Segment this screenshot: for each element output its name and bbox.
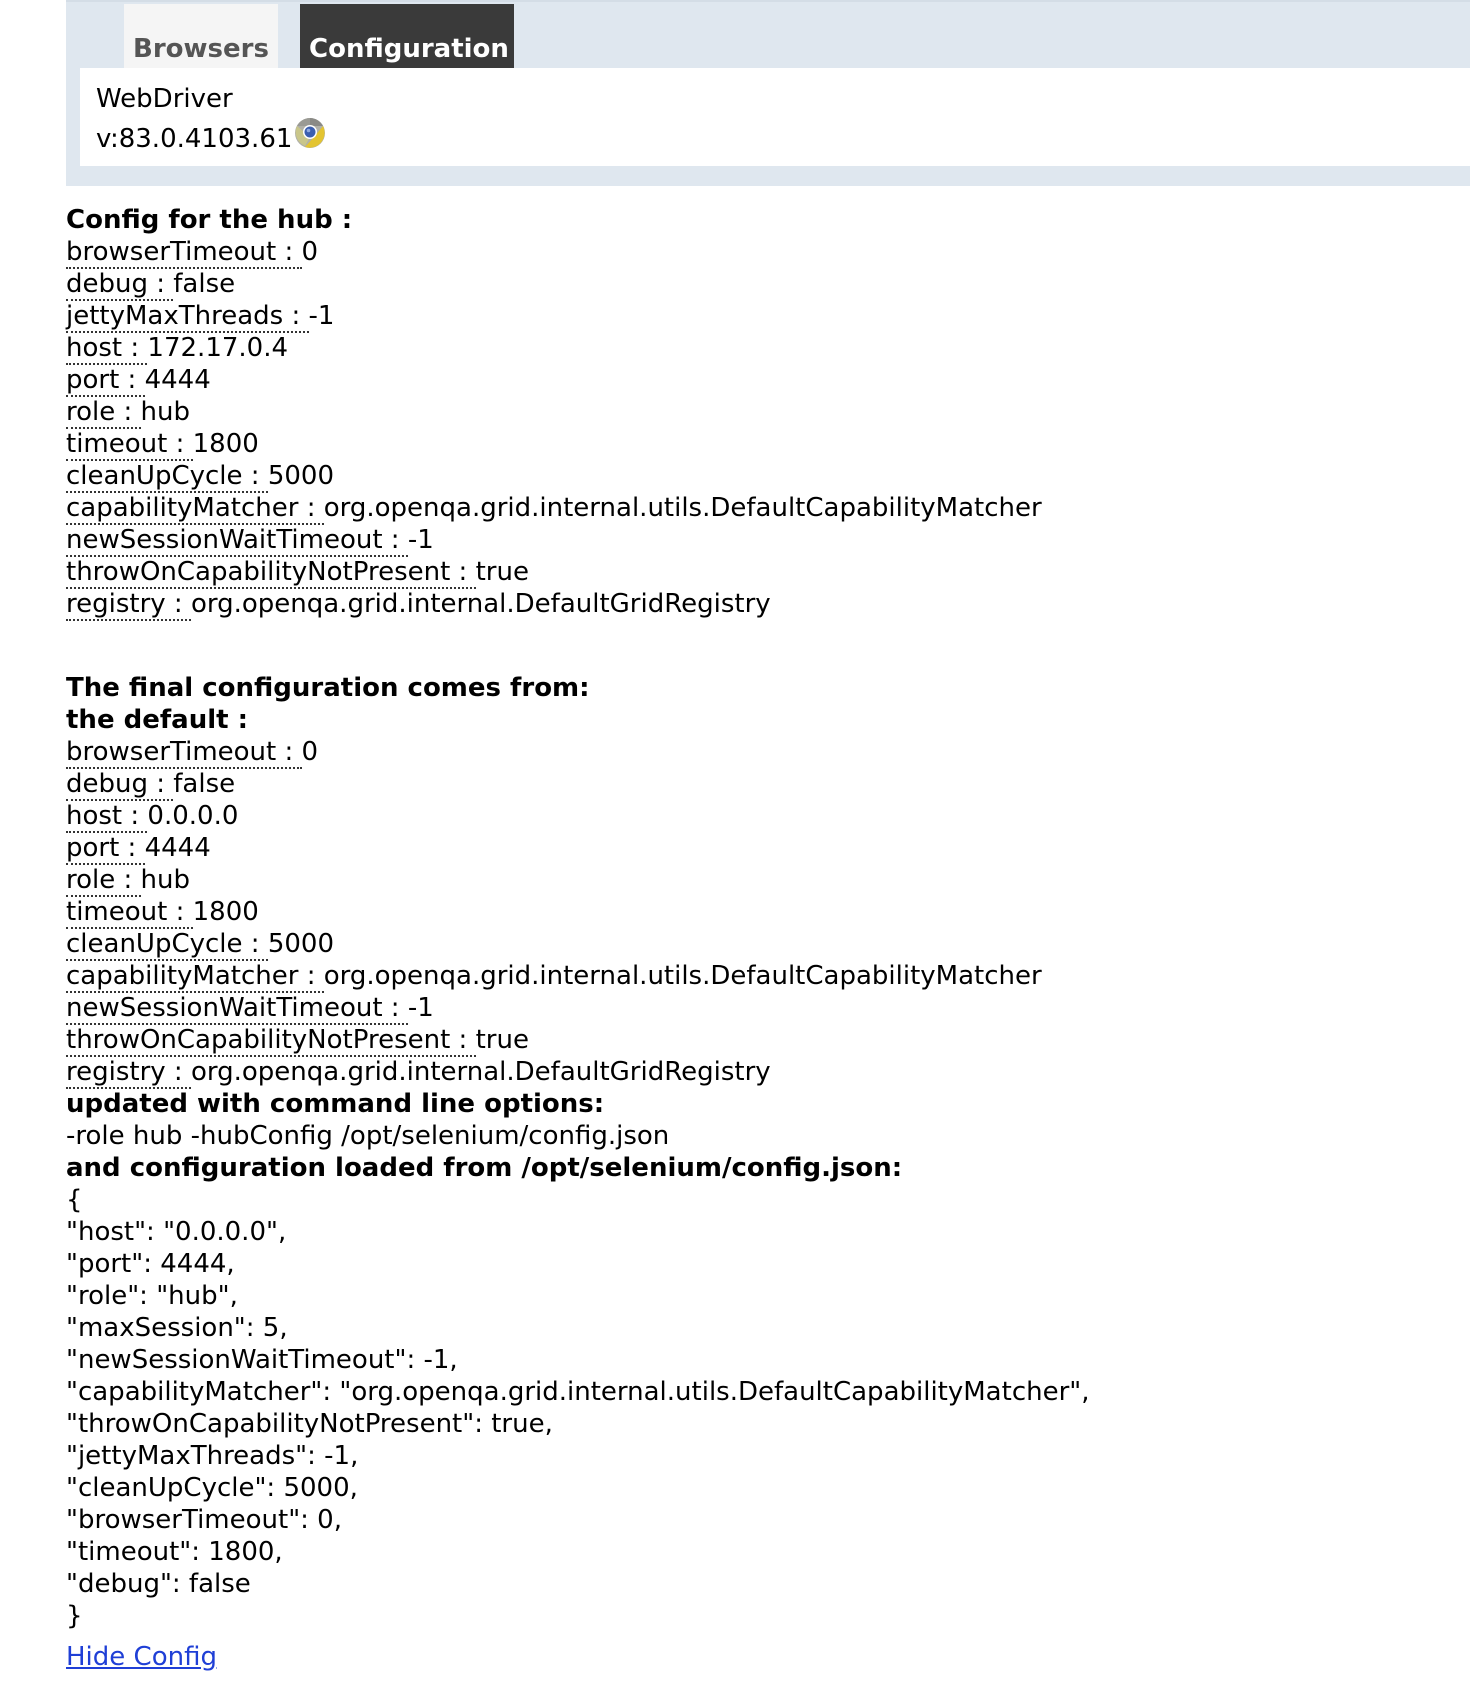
chrome-icon[interactable] — [294, 117, 326, 149]
json-line: "port": 4444, — [66, 1249, 235, 1279]
config-row — [66, 800, 1456, 832]
config-row — [66, 896, 1456, 928]
config-value: 0 — [301, 237, 319, 267]
hub-config-list — [66, 236, 1456, 620]
json-line: "throwOnCapabilityNotPresent": true, — [66, 1409, 553, 1439]
config-key[interactable]: debug : — [66, 269, 174, 299]
default-config-heading: the default : — [66, 705, 249, 735]
config-value: org.openqa.grid.internal.DefaultGridRegistry — [190, 589, 771, 619]
config-key[interactable]: throwOnCapabilityNotPresent : — [66, 1025, 476, 1055]
config-row — [66, 1056, 1456, 1088]
json-line: "timeout": 1800, — [66, 1537, 283, 1567]
config-file-heading: and configuration loaded from /opt/selenium/config.json: — [66, 1153, 903, 1183]
node-panel — [80, 68, 1470, 166]
config-key[interactable]: jettyMaxThreads : — [66, 301, 309, 331]
hub-config-heading: Config for the hub : — [66, 205, 353, 235]
cmdline-value: -role hub -hubConfig /opt/selenium/config.json — [66, 1121, 670, 1151]
json-line: } — [66, 1601, 83, 1631]
json-line: "host": "0.0.0.0", — [66, 1217, 287, 1247]
config-value: 172.17.0.4 — [147, 333, 289, 363]
node-version-row — [96, 117, 326, 157]
config-key[interactable]: cleanUpCycle : — [66, 929, 268, 959]
config-row — [66, 492, 1456, 524]
config-row — [66, 300, 1456, 332]
node-info — [96, 81, 326, 157]
config-key[interactable]: cleanUpCycle : — [66, 461, 268, 491]
cmdline-heading: updated with command line options: — [66, 1089, 605, 1119]
config-value: hub — [140, 865, 191, 895]
config-value: false — [173, 769, 236, 799]
config-row — [66, 236, 1456, 268]
config-value: true — [475, 557, 529, 587]
config-value: hub — [140, 397, 191, 427]
config-key[interactable]: debug : — [66, 769, 174, 799]
config-row — [66, 960, 1456, 992]
config-key[interactable]: browserTimeout : — [66, 737, 302, 767]
config-value: 5000 — [267, 929, 334, 959]
config-value: 0.0.0.0 — [147, 801, 239, 831]
config-value: false — [173, 269, 236, 299]
tab-browsers[interactable]: Browsers — [124, 4, 278, 68]
config-key[interactable]: timeout : — [66, 429, 193, 459]
config-value: 1800 — [192, 429, 259, 459]
config-value: -1 — [308, 301, 335, 331]
final-config-heading: The final configuration comes from: — [66, 673, 590, 703]
config-row — [66, 1024, 1456, 1056]
hide-config-link[interactable]: Hide Config — [66, 1642, 217, 1672]
config-row — [66, 524, 1456, 556]
config-value: 0 — [301, 737, 319, 767]
tab-configuration[interactable]: Configuration — [300, 4, 514, 68]
config-key[interactable]: capabilityMatcher : — [66, 493, 324, 523]
config-value: 4444 — [144, 833, 211, 863]
config-value: org.openqa.grid.internal.utils.DefaultCapabilityMatcher — [323, 493, 1042, 523]
config-row — [66, 864, 1456, 896]
config-value: org.openqa.grid.internal.utils.DefaultCapabilityMatcher — [323, 961, 1042, 991]
config-row — [66, 992, 1456, 1024]
config-row — [66, 588, 1456, 620]
json-line: "maxSession": 5, — [66, 1313, 288, 1343]
config-key[interactable]: host : — [66, 333, 148, 363]
json-line: "browserTimeout": 0, — [66, 1505, 342, 1535]
json-line: "debug": false — [66, 1569, 251, 1599]
json-line: "cleanUpCycle": 5000, — [66, 1473, 358, 1503]
default-config-list — [66, 736, 1456, 1088]
config-row — [66, 268, 1456, 300]
config-value: 1800 — [192, 897, 259, 927]
config-value: 5000 — [267, 461, 334, 491]
node-version: v:83.0.4103.61 — [96, 124, 293, 154]
config-key[interactable]: registry : — [66, 1057, 191, 1087]
config-value: true — [475, 1025, 529, 1055]
config-key[interactable]: newSessionWaitTimeout : — [66, 525, 408, 555]
json-line: "newSessionWaitTimeout": -1, — [66, 1345, 458, 1375]
config-key[interactable]: port : — [66, 833, 145, 863]
config-key[interactable]: host : — [66, 801, 148, 831]
config-value: 4444 — [144, 365, 211, 395]
node-protocol: WebDriver — [96, 84, 233, 114]
config-key[interactable]: role : — [66, 865, 141, 895]
config-row — [66, 332, 1456, 364]
config-file-json — [66, 1184, 1456, 1632]
config-key[interactable]: newSessionWaitTimeout : — [66, 993, 408, 1023]
config-key[interactable]: browserTimeout : — [66, 237, 302, 267]
config-key[interactable]: capabilityMatcher : — [66, 961, 324, 991]
config-key[interactable]: port : — [66, 365, 145, 395]
config-content — [66, 204, 1456, 1673]
config-value: org.openqa.grid.internal.DefaultGridRegistry — [190, 1057, 771, 1087]
config-value: -1 — [407, 525, 434, 555]
config-key[interactable]: timeout : — [66, 897, 193, 927]
config-value: -1 — [407, 993, 434, 1023]
json-line: "role": "hub", — [66, 1281, 238, 1311]
config-key[interactable]: throwOnCapabilityNotPresent : — [66, 557, 476, 587]
config-row — [66, 428, 1456, 460]
json-line: "jettyMaxThreads": -1, — [66, 1441, 359, 1471]
config-key[interactable]: role : — [66, 397, 141, 427]
config-row — [66, 928, 1456, 960]
config-row — [66, 736, 1456, 768]
config-row — [66, 460, 1456, 492]
config-row — [66, 556, 1456, 588]
config-row — [66, 768, 1456, 800]
config-key[interactable]: registry : — [66, 589, 191, 619]
json-line: { — [66, 1185, 83, 1215]
config-row — [66, 364, 1456, 396]
config-row — [66, 832, 1456, 864]
config-row — [66, 396, 1456, 428]
json-line: "capabilityMatcher": "org.openqa.grid.internal.utils.DefaultCapabilityMatcher", — [66, 1377, 1090, 1407]
